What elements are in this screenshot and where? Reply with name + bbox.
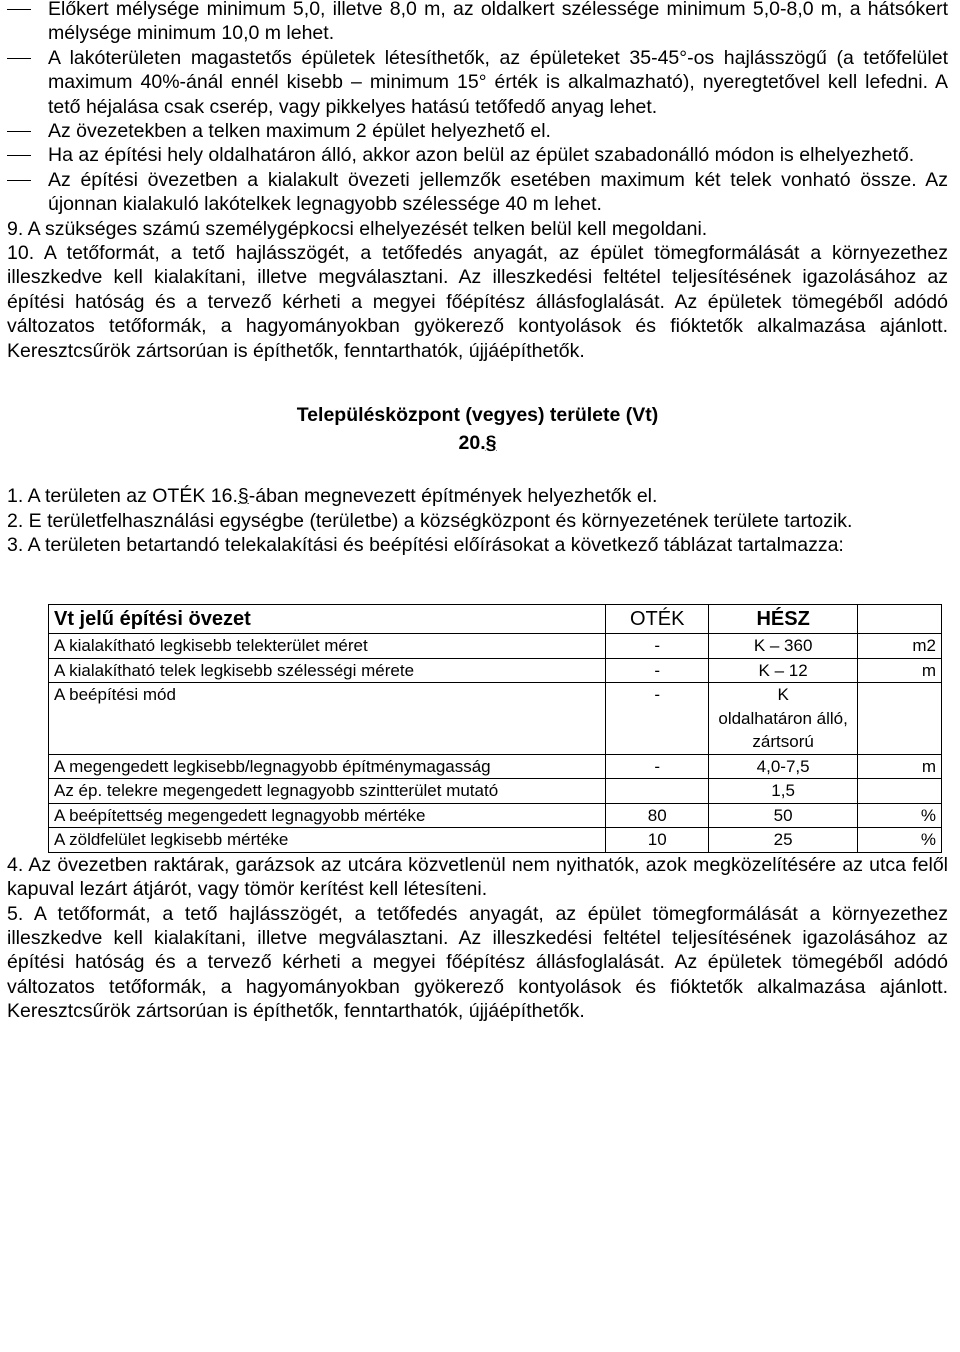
table-cell-otek: 80	[606, 803, 709, 828]
table-header-unit	[858, 605, 942, 634]
table-cell-otek: -	[606, 683, 709, 755]
table-row	[49, 779, 942, 804]
table-row	[49, 658, 942, 683]
table-header-label: Vt jelű építési övezet	[49, 605, 606, 634]
table-row	[49, 754, 942, 779]
list-item: Ha az építési hely oldalhatáron álló, akkor azon belül az épület szabadonálló módon is elhelyezhető.	[7, 143, 948, 167]
zoning-table	[48, 604, 942, 853]
table-header-hesz: HÉSZ	[709, 605, 858, 634]
paragraph-10: 10. A tetőformát, a tető hajlásszögét, a tetőfedés anyagát, az épület tömegformálását a környezethez illeszkedve kell kialakítani, illetve megválasztani. Az illeszkedési feltétel teljesítésének igazolásához az építési hatóság és a tervező kérheti a megyei főépítész állásfoglalását. Az épületek tömegéből adódó változatos tetőformák, a hagyományokban gyökerező kontyolások és fióktetők alkalmazása ajánlott. Keresztcsűrök zártsorúan is építhetők, fenntarthatók, újjáépíthetők.	[7, 242, 948, 362]
paragraph-2: 2. E területfelhasználási egységbe (területbe) a községközpont és környezetének területe tartozik.	[7, 509, 853, 532]
table-cell-otek: -	[606, 754, 709, 779]
table-row	[49, 683, 942, 755]
table-cell-unit: m	[858, 658, 942, 683]
table-cell-otek: 10	[606, 828, 709, 853]
list-item: A lakóterületen magastetős épületek létesíthetők, az épületeket 35-45°-os hajlásszögű (a tetőfelület maximum 40%-ánál ennél kisebb – minimum 15° érték is alkalmazható), nyeregtetővel kell lefedni. A tető héjalása csak cserép, vagy pikkelyes hatású tetőfedő anyag lehet.	[7, 46, 948, 119]
section-number	[7, 429, 948, 457]
table-cell-unit	[858, 779, 942, 804]
table-cell-hesz: K – 12	[709, 658, 858, 683]
table-row	[49, 828, 942, 853]
section-heading	[7, 401, 948, 457]
table-cell-hesz: 1,5	[709, 779, 858, 804]
bullet-list	[7, 0, 948, 217]
table-cell-unit: %	[858, 803, 942, 828]
section-number-value: 20.	[458, 432, 486, 455]
table-cell-otek: -	[606, 658, 709, 683]
list-item: Az övezetekben a telken maximum 2 épület helyezhető el.	[7, 119, 948, 143]
table-cell-unit: %	[858, 828, 942, 853]
section-symbol: §	[485, 432, 497, 455]
table-cell-hesz	[709, 683, 858, 755]
paragraph-9: 9. A szükséges számú személygépkocsi elhelyezését telken belül kell megoldani.	[7, 217, 708, 240]
table-cell-hesz: 50	[709, 803, 858, 828]
paragraph-1	[7, 484, 948, 508]
table-cell-hesz: 25	[709, 828, 858, 853]
table-header-row	[49, 605, 942, 634]
paragraph-3: 3. A területen betartandó telekalakítási és beépítési előírásokat a következő táblázat tartalmazza:	[7, 533, 844, 556]
list-item: Az építési övezetben a kialakult övezeti jellemzők esetében maximum két telek vonható össze. Az újonnan kialakuló lakótelkek legnagyobb szélessége 40 m lehet.	[7, 168, 948, 217]
table-cell-hesz: K – 360	[709, 634, 858, 659]
table-cell-label: Az ép. telekre megengedett legnagyobb szintterület mutató	[49, 779, 606, 804]
table-cell-otek	[606, 779, 709, 804]
table-cell-hesz-line: oldalhatáron álló,	[718, 708, 848, 728]
paragraph-1-before: 1. A területen az OTÉK 16.	[7, 485, 238, 508]
paragraph-5: 5. A tetőformát, a tető hajlásszögét, a tetőfedés anyagát, az épület tömegformálását a környezethez illeszkedve kell kialakítani, illetve megválasztani. Az illeszkedési feltétel teljesítésének igazolásához az építési hatóság és a tervező kérheti a megyei főépítész állásfoglalását. Az épületek tömegéből adódó változatos tetőformák, a hagyományokban gyökerező kontyolások és fióktetők alkalmazása ajánlott. Keresztcsűrök zártsorúan is építhetők, fenntarthatók, újjáépíthetők.	[7, 902, 948, 1023]
table-cell-hesz-line: zártsorú	[752, 732, 814, 752]
table-cell-label: A kialakítható legkisebb telekterület méret	[49, 634, 606, 659]
table-cell-unit: m2	[858, 634, 942, 659]
table-cell-hesz: 4,0-7,5	[709, 754, 858, 779]
table-cell-hesz-line: K	[777, 685, 789, 705]
table-cell-label: A beépítési mód	[49, 683, 606, 755]
table-cell-unit	[858, 683, 942, 755]
table-cell-label: A megengedett legkisebb/legnagyobb építménymagasság	[49, 754, 606, 779]
table-cell-label: A beépítettség megengedett legnagyobb mértéke	[49, 803, 606, 828]
table-cell-label: A zöldfelület legkisebb mértéke	[49, 828, 606, 853]
paragraph-1-after: -ában megnevezett építmények helyezhetők el.	[248, 485, 658, 508]
paragraph-4: 4. Az övezetben raktárak, garázsok az utcára közvetlenül nem nyithatók, azok megközelítésére az utca felől kapuval lezárt átjárót, vagy tömör kerítést kell létesíteni.	[7, 853, 948, 901]
table-cell-otek: -	[606, 634, 709, 659]
paragraph-1-symbol: §	[237, 485, 249, 508]
list-item: Előkert mélysége minimum 5,0, illetve 8,0 m, az oldalkert szélessége minimum 5,0-8,0 m, a hátsókert mélysége minimum 10,0 m lehet.	[7, 0, 948, 46]
table-cell-label: A kialakítható telek legkisebb szélességi mérete	[49, 658, 606, 683]
table-row	[49, 634, 942, 659]
section-title: Településközpont (vegyes) területe (Vt)	[296, 404, 659, 427]
table-header-otek: OTÉK	[606, 605, 709, 634]
table-row	[49, 803, 942, 828]
table-cell-unit: m	[858, 754, 942, 779]
